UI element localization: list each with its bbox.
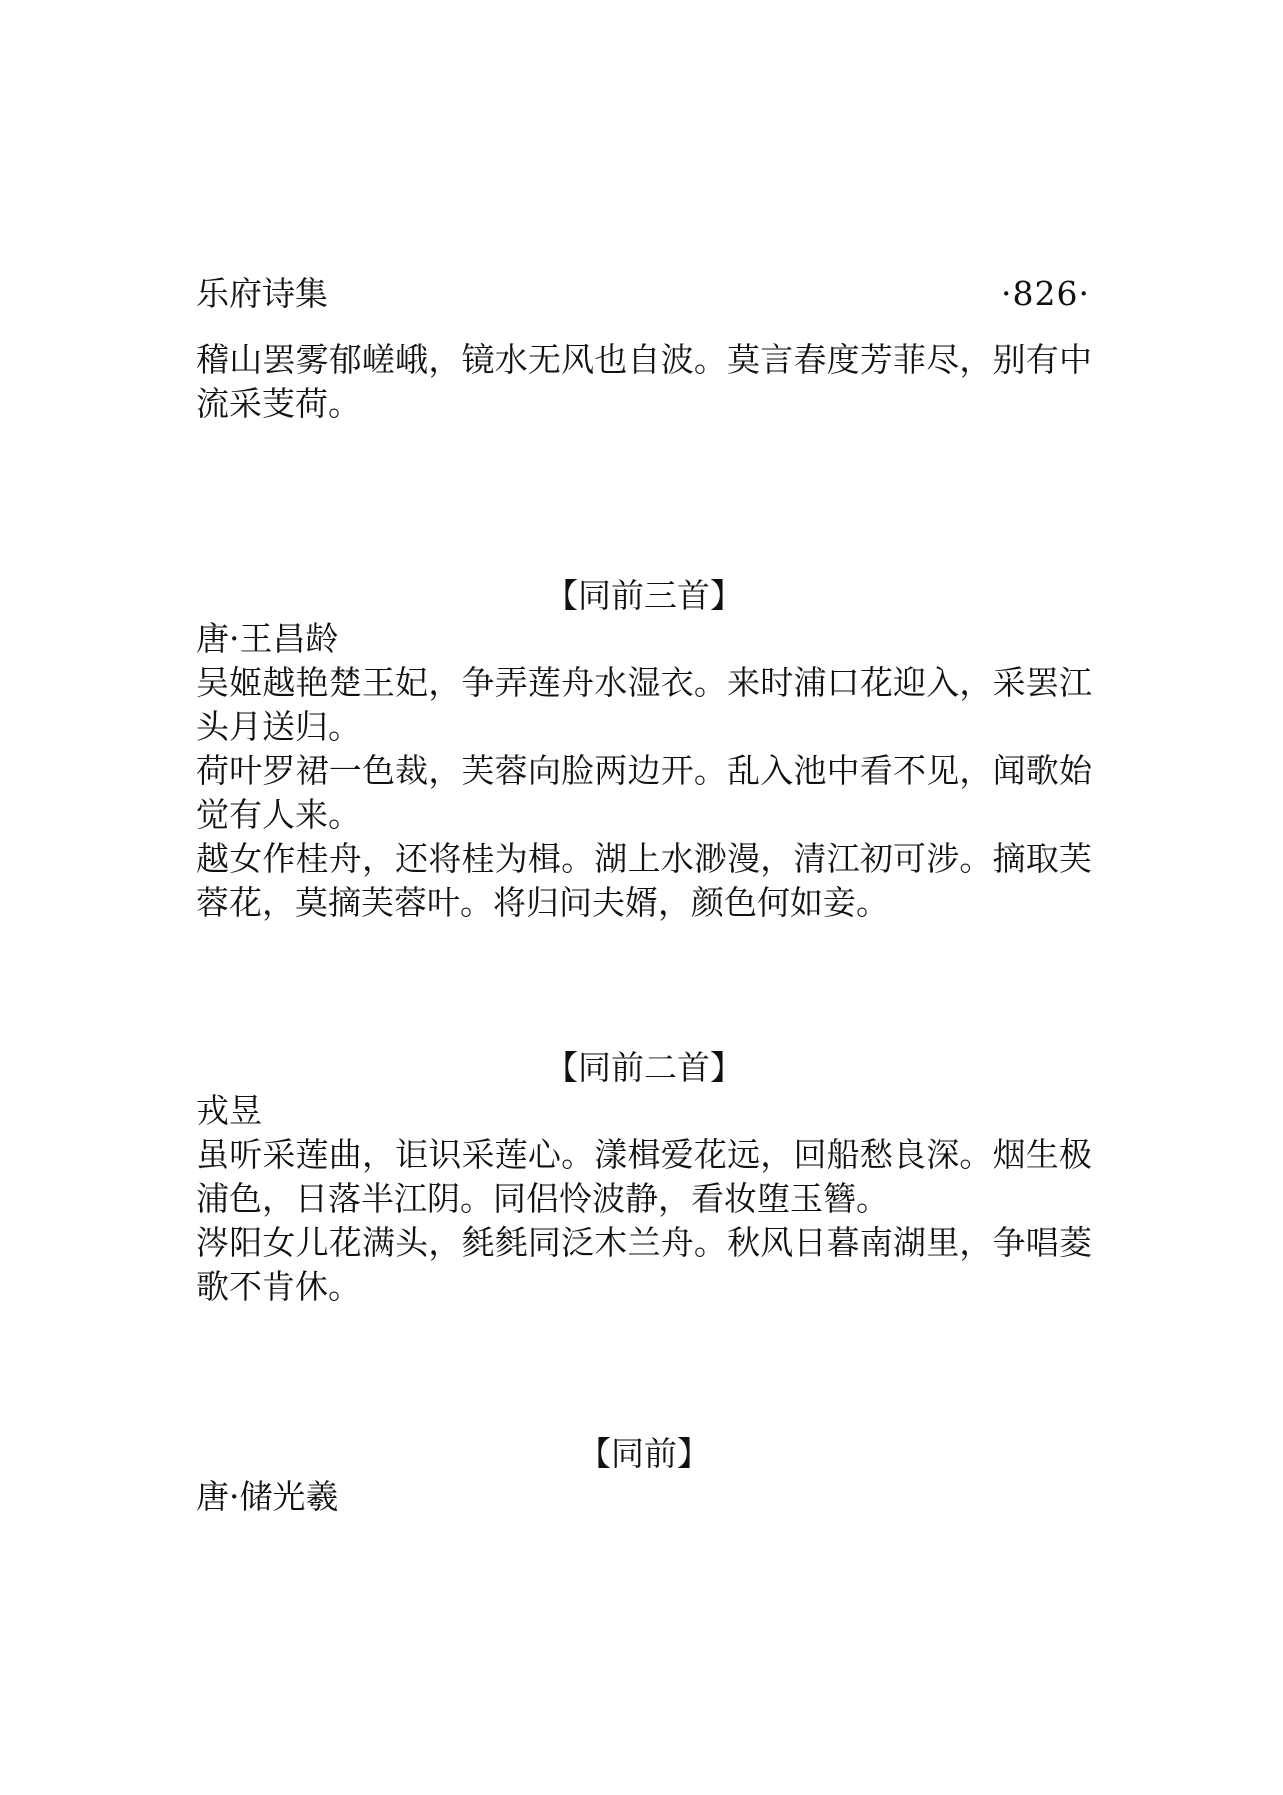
- poem-line: 头月送归。: [196, 707, 361, 746]
- poem-line: 蓉花，莫摘芙蓉叶。将归问夫婿，颜色何如妾。: [196, 883, 889, 922]
- poem-line: 越女作桂舟，还将桂为楫。湖上水渺漫，清江初可涉。摘取芙: [196, 839, 1092, 878]
- section-body: [196, 617, 1092, 925]
- section-title: 【同前】: [578, 1434, 710, 1473]
- author-line: 唐·王昌龄: [196, 619, 339, 658]
- poem-line: 荷叶罗裙一色裁，芙蓉向脸两边开。乱入池中看不见，闻歌始: [196, 751, 1092, 790]
- section-body: [196, 1089, 1092, 1309]
- poem-line: 吴姬越艳楚王妃，争弄莲舟水湿衣。来时浦口花迎入，采罢江: [196, 663, 1092, 702]
- page-number: ·826·: [1001, 274, 1090, 313]
- section-title: 【同前三首】: [545, 576, 743, 615]
- poem-line: 觉有人来。: [196, 795, 361, 834]
- author-line: 戎昱: [196, 1091, 262, 1130]
- poem-line: 涔阳女儿花满头，毵毵同泛木兰舟。秋风日暮南湖里，争唱菱: [196, 1223, 1092, 1262]
- poem-line: 歌不肯休。: [196, 1267, 361, 1306]
- continuation-poem: [196, 338, 1092, 426]
- section-body: [196, 1475, 1092, 1519]
- poem-line: 浦色，日落半江阴。同侣怜波静，看妆堕玉簪。: [196, 1179, 889, 1218]
- page-header: [196, 272, 1090, 316]
- poem-line: 流采芰荷。: [196, 384, 361, 423]
- section-title: 【同前二首】: [545, 1048, 743, 1087]
- poem-line: 虽听采莲曲，讵识采莲心。漾楫爱花远，回船愁良深。烟生极: [196, 1135, 1092, 1174]
- poem-line: 稽山罢雾郁嵯峨，镜水无风也自波。莫言春度芳菲尽，别有中: [196, 340, 1092, 379]
- book-title: 乐府诗集: [196, 274, 328, 313]
- author-line: 唐·储光羲: [196, 1477, 339, 1516]
